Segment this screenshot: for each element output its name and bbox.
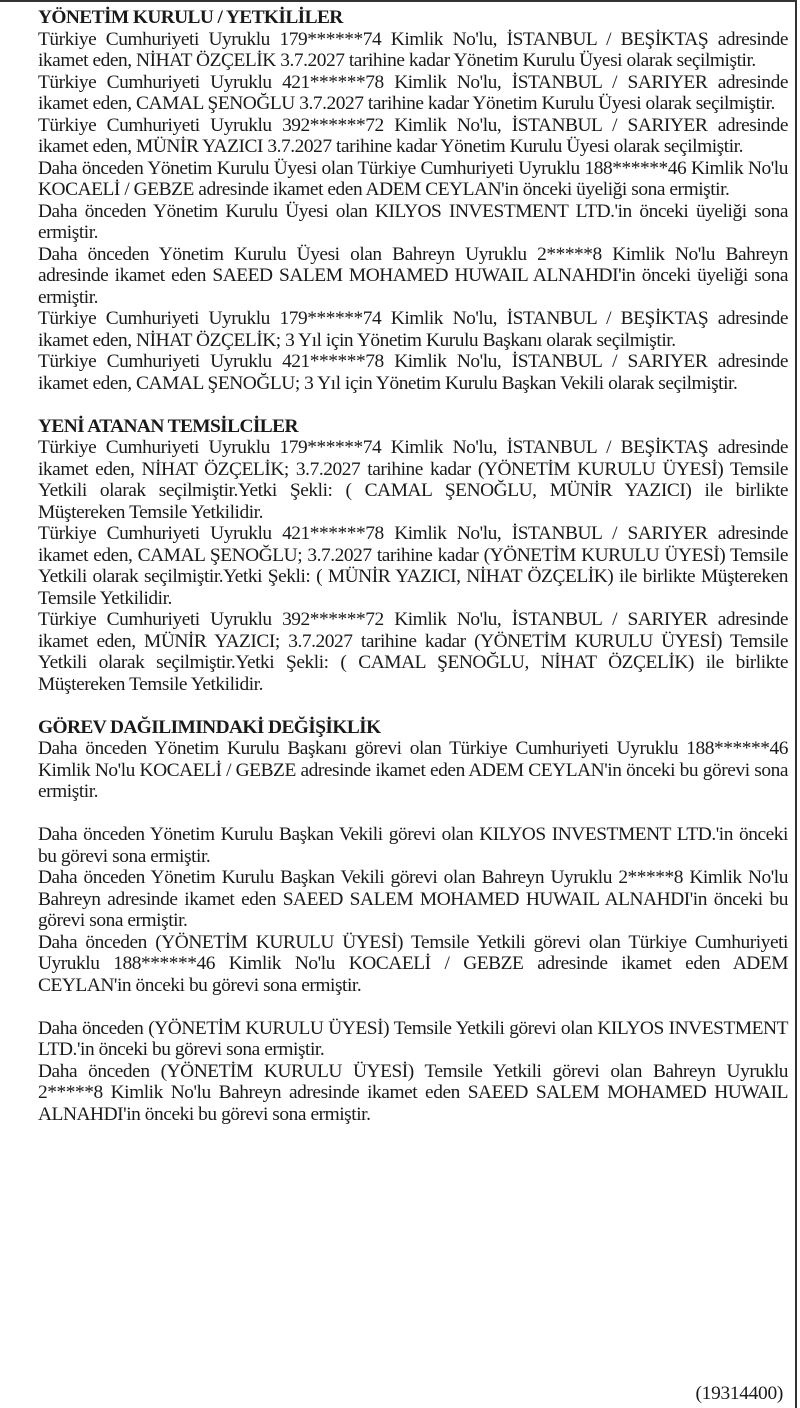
section-board-members (38, 7, 788, 394)
paragraph: Türkiye Cumhuriyeti Uyruklu 421******78 Kimlik No'lu, İSTANBUL / SARIYER adresinde ikamet eden, CAMAL ŞENOĞLU; 3 Yıl için Yönetim Kurulu Başkan Vekili olarak seçilmiştir. (38, 351, 788, 394)
section-new-representatives (38, 416, 788, 696)
paragraph: Türkiye Cumhuriyeti Uyruklu 179******74 Kimlik No'lu, İSTANBUL / BEŞİKTAŞ adresinde ikamet eden, NİHAT ÖZÇELİK; 3.7.2027 tarihine kadar (YÖNETİM KURULU ÜYESİ) Temsile Yetkili olarak seçilmiştir.Yetki Şekli: ( CAMAL ŞENOĞLU, MÜNİR YAZICI) ile birlikte Müştereken Temsile Yetkilidir. (38, 437, 788, 523)
paragraph: Türkiye Cumhuriyeti Uyruklu 421******78 Kimlik No'lu, İSTANBUL / SARIYER adresinde ikamet eden, CAMAL ŞENOĞLU 3.7.2027 tarihine kadar Yönetim Kurulu Üyesi olarak seçilmiştir. (38, 71, 788, 114)
paragraph: Daha önceden Yönetim Kurulu Başkan Vekili görevi olan Bahreyn Uyruklu 2*****8 Kimlik No'lu Bahreyn adresinde ikamet eden SAEED SALEM MOHAMED HUWAIL ALNAHDI'in önceki bu görevi sona ermiştir. (38, 867, 788, 931)
paragraph: Daha önceden Yönetim Kurulu Üyesi olan Bahreyn Uyruklu 2*****8 Kimlik No'lu Bahreyn adresinde ikamet eden SAEED SALEM MOHAMED HUWAIL ALNAHDI'in önceki üyeliği sona ermiştir. (38, 243, 788, 308)
section-title: YENİ ATANAN TEMSİLCİLER (38, 415, 298, 437)
paragraph: Türkiye Cumhuriyeti Uyruklu 392******72 Kimlik No'lu, İSTANBUL / SARIYER adresinde ikamet eden, MÜNİR YAZICI; 3.7.2027 tarihine kadar (YÖNETİM KURULU ÜYESİ) Temsile Yetkili olarak seçilmiştir.Yetki Şekli: ( CAMAL ŞENOĞLU, NİHAT ÖZÇELİK) ile birlikte Müştereken Temsile Yetkilidir. (38, 609, 788, 695)
reference-number: (19314400) (695, 1383, 783, 1404)
section-duty-change (38, 717, 788, 1126)
paragraph: Türkiye Cumhuriyeti Uyruklu 179******74 Kimlik No'lu, İSTANBUL / BEŞİKTAŞ adresinde ikamet eden, NİHAT ÖZÇELİK 3.7.2027 tarihine kadar Yönetim Kurulu Üyesi olarak seçilmiştir. (38, 28, 788, 71)
document-content (38, 7, 788, 1125)
paragraph: Daha önceden Yönetim Kurulu Üyesi olan KILYOS INVESTMENT LTD.'in önceki üyeliği sona ermiştir. (38, 200, 788, 243)
section-title: GÖREV DAĞILIMINDAKİ DEĞİŞİKLİK (38, 716, 381, 738)
paragraph: Daha önceden Yönetim Kurulu Başkanı görevi olan Türkiye Cumhuriyeti Uyruklu 188******46 Kimlik No'lu KOCAELİ / GEBZE adresinde ikamet eden ADEM CEYLAN'in önceki bu görevi sona ermiştir. (38, 738, 788, 802)
paragraph: Daha önceden Yönetim Kurulu Üyesi olan Türkiye Cumhuriyeti Uyruklu 188******46 Kimlik No'lu KOCAELİ / GEBZE adresinde ikamet eden ADEM CEYLAN'in önceki üyeliği sona ermiştir. (38, 157, 788, 200)
paragraph: Daha önceden Yönetim Kurulu Başkan Vekili görevi olan KILYOS INVESTMENT LTD.'in önceki bu görevi sona ermiştir. (38, 824, 788, 867)
paragraph: Türkiye Cumhuriyeti Uyruklu 179******74 Kimlik No'lu, İSTANBUL / BEŞİKTAŞ adresinde ikamet eden, NİHAT ÖZÇELİK; 3 Yıl için Yönetim Kurulu Başkanı olarak seçilmiştir. (38, 308, 788, 351)
paragraph: Türkiye Cumhuriyeti Uyruklu 421******78 Kimlik No'lu, İSTANBUL / SARIYER adresinde ikamet eden, CAMAL ŞENOĞLU; 3.7.2027 tarihine kadar (YÖNETİM KURULU ÜYESİ) Temsile Yetkili olarak seçilmiştir.Yetki Şekli: ( MÜNİR YAZICI, NİHAT ÖZÇELİK) ile birlikte Müştereken Temsile Yetkilidir. (38, 523, 788, 609)
paragraph: Daha önceden (YÖNETİM KURULU ÜYESİ) Temsile Yetkili görevi olan Bahreyn Uyruklu 2*****8 Kimlik No'lu Bahreyn adresinde ikamet eden SAEED SALEM MOHAMED HUWAIL ALNAHDI'in önceki bu görevi sona ermiştir. (38, 1060, 788, 1125)
paragraph: Türkiye Cumhuriyeti Uyruklu 392******72 Kimlik No'lu, İSTANBUL / SARIYER adresinde ikamet eden, MÜNİR YAZICI 3.7.2027 tarihine kadar Yönetim Kurulu Üyesi olarak seçilmiştir. (38, 114, 788, 157)
section-title: YÖNETİM KURULU / YETKİLİLER (38, 7, 343, 28)
paragraph: Daha önceden (YÖNETİM KURULU ÜYESİ) Temsile Yetkili görevi olan Türkiye Cumhuriyeti Uyruklu 188******46 Kimlik No'lu KOCAELİ / GEBZE adresinde ikamet eden ADEM CEYLAN'in önceki bu görevi sona ermiştir. (38, 931, 788, 996)
paragraph: Daha önceden (YÖNETİM KURULU ÜYESİ) Temsile Yetkili görevi olan KILYOS INVESTMENT LTD.'in önceki bu görevi sona ermiştir. (38, 1017, 788, 1060)
